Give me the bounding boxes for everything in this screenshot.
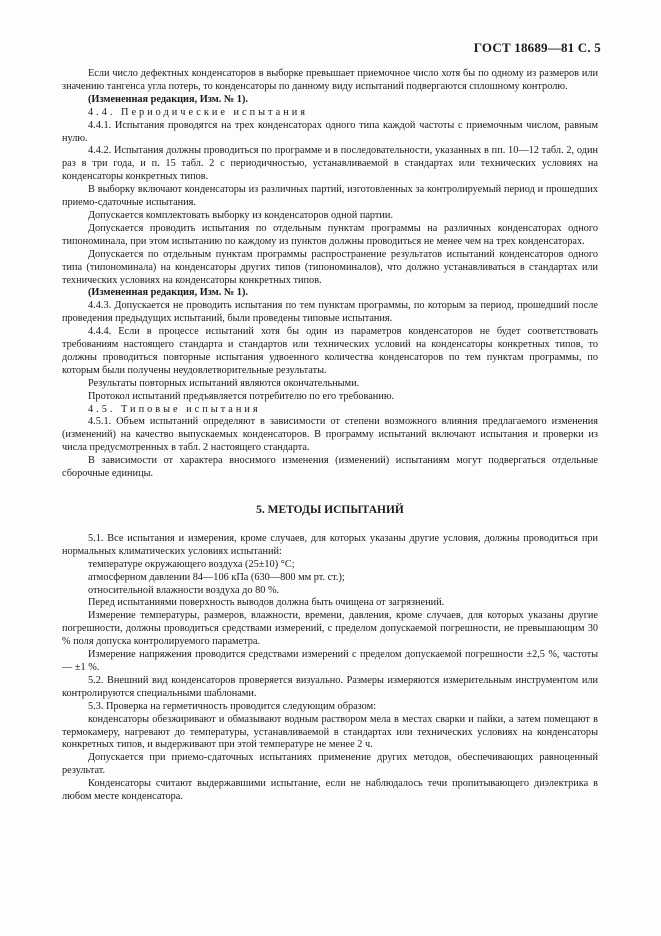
paragraph: 5.2. Внешний вид конденсаторов проверяется визуально. Размеры измеряются измерительным инструментом или контролируются специальными шаблонами. [62,674,598,699]
condition-item: атмосферном давлении 84—106 кПа (630—800 мм рт. ст.); [88,571,345,583]
paragraph: Измерение напряжения проводится средствами измерений с пределом допускаемой погрешности ±2,5 %, частоты — ±1 %. [62,649,598,673]
paragraph: Если число дефектных конденсаторов в выборке превышает приемочное число хотя бы по одному из размеров или значению тангенса угла потерь, то конденсаторы по данному виду испытаний подвергаются сплошному контролю. [62,68,598,92]
paragraph: 4.4.3. Допускается не проводить испытания по тем пунктам программы, по которым за период, прошедший после проведения предыдущих испытаний, были проведены типовые испытания. [62,300,598,325]
paragraph: 4.4.1. Испытания проводятся на трех конденсаторах одного типа каждой частоты с приемочным числом, равным нулю. [62,119,598,144]
section-heading: 4.5. Типовые испытания [88,403,261,415]
amendment-note: (Измененная редакция, Изм. № 1). [88,93,248,105]
paragraph: Измерение температуры, размеров, влажности, времени, давления, кроме случаев, для которых указаны другие погрешности, должны проводиться средствами измерений, с пределом допускаемой погрешности, не превышающим 30 % поля допуска контролируемого параметра. [62,610,598,648]
amendment-note: (Измененная редакция, Изм. № 1). [88,287,248,299]
paragraph: 5.1. Все испытания и измерения, кроме случаев, для которых указаны другие условия, должны проводиться при нормальных климатических условиях испытаний: [62,532,598,557]
paragraph: Допускается проводить испытания по отдельным пунктам программы на различных конденсаторах одного типономинала, при этом испытанию по каждому из пунктов должны проводиться не менее чем на трех конденсаторах. [62,222,598,247]
paragraph: 5.3. Проверка на герметичность проводится следующим образом: [88,700,377,712]
paragraph: В зависимости от характера вносимого изменения (изменений) испытаниям могут подвергаться отдельные сборочные единицы. [62,455,598,480]
paragraph: В выборку включают конденсаторы из различных партий, изготовленных за контролируемый период и прошедших приемо-сдаточные испытания. [62,184,598,209]
paragraph: 4.4.4. Если в процессе испытаний хотя бы один из параметров конденсаторов не будет соответствовать требованиям настоящего стандарта и стандартов или технических условий на конденсаторы конкретных типов, то должны проводиться повторные испытания удвоенного количества конденсаторов по тем пунктам программы, по которым были получены неудовлетворительные результаты. [62,326,598,376]
paragraph: 4.5.1. Объем испытаний определяют в зависимости от степени возможного влияния предлагаемого изменения (изменений) на качество выпускаемых конденсаторов. В программу испытаний включают испытания и проверки из числа предусмотренных в табл. 2 настоящего стандарта. [62,416,598,454]
condition-item: температуре окружающего воздуха (25±10) °С; [88,558,295,570]
paragraph: Допускается комплектовать выборку из конденсаторов одной партии. [88,209,394,221]
paragraph: Допускается при приемо-сдаточных испытаниях применение других методов, обеспечивающих равноценный результат. [62,752,598,777]
section-heading: 4.4. Периодические испытания [88,106,308,118]
chapter-heading: 5. МЕТОДЫ ИСПЫТАНИЙ [256,504,404,516]
paragraph: Перед испытаниями поверхность выводов должна быть очищена от загрязнений. [88,597,445,609]
page-header: ГОСТ 18689—81 С. 5 [473,40,601,55]
paragraph: Допускается по отдельным пунктам программы распространение результатов испытаний конденсаторов одного типа (типономинала) на конденсаторы других типов (типономиналов), что должно устанавливаться в стандартах или технических условиях на конденсаторы конкретных типов. [62,248,598,286]
paragraph: 4.4.2. Испытания должны проводиться по программе и в последовательности, указанных в пп. 10—12 табл. 2, один раз в три года, и п. 15 табл. 2 с периодичностью, устанавливаемой в стандартах или технических условиях на конденсаторы конкретных типов. [62,145,598,183]
paragraph: Конденсаторы считают выдержавшими испытание, если не наблюдалось течи пропитывающего диэлектрика в любом месте конденсатора. [62,778,598,803]
paragraph: Протокол испытаний предъявляется потребителю по его требованию. [88,390,395,402]
condition-item: относительной влажности воздуха до 80 %. [88,584,280,596]
document-body [62,68,598,804]
paragraph: конденсаторы обезжиривают и обмазывают водным раствором мела в местах сварки и пайки, а затем помещают в термокамеру, нагревают до температуры, устанавливаемой в стандартах или технических условиях на конденсаторы конкретных типов, и выдерживают при этой температуре не менее 2 ч. [62,713,598,751]
paragraph: Результаты повторных испытаний являются окончательными. [88,377,360,389]
